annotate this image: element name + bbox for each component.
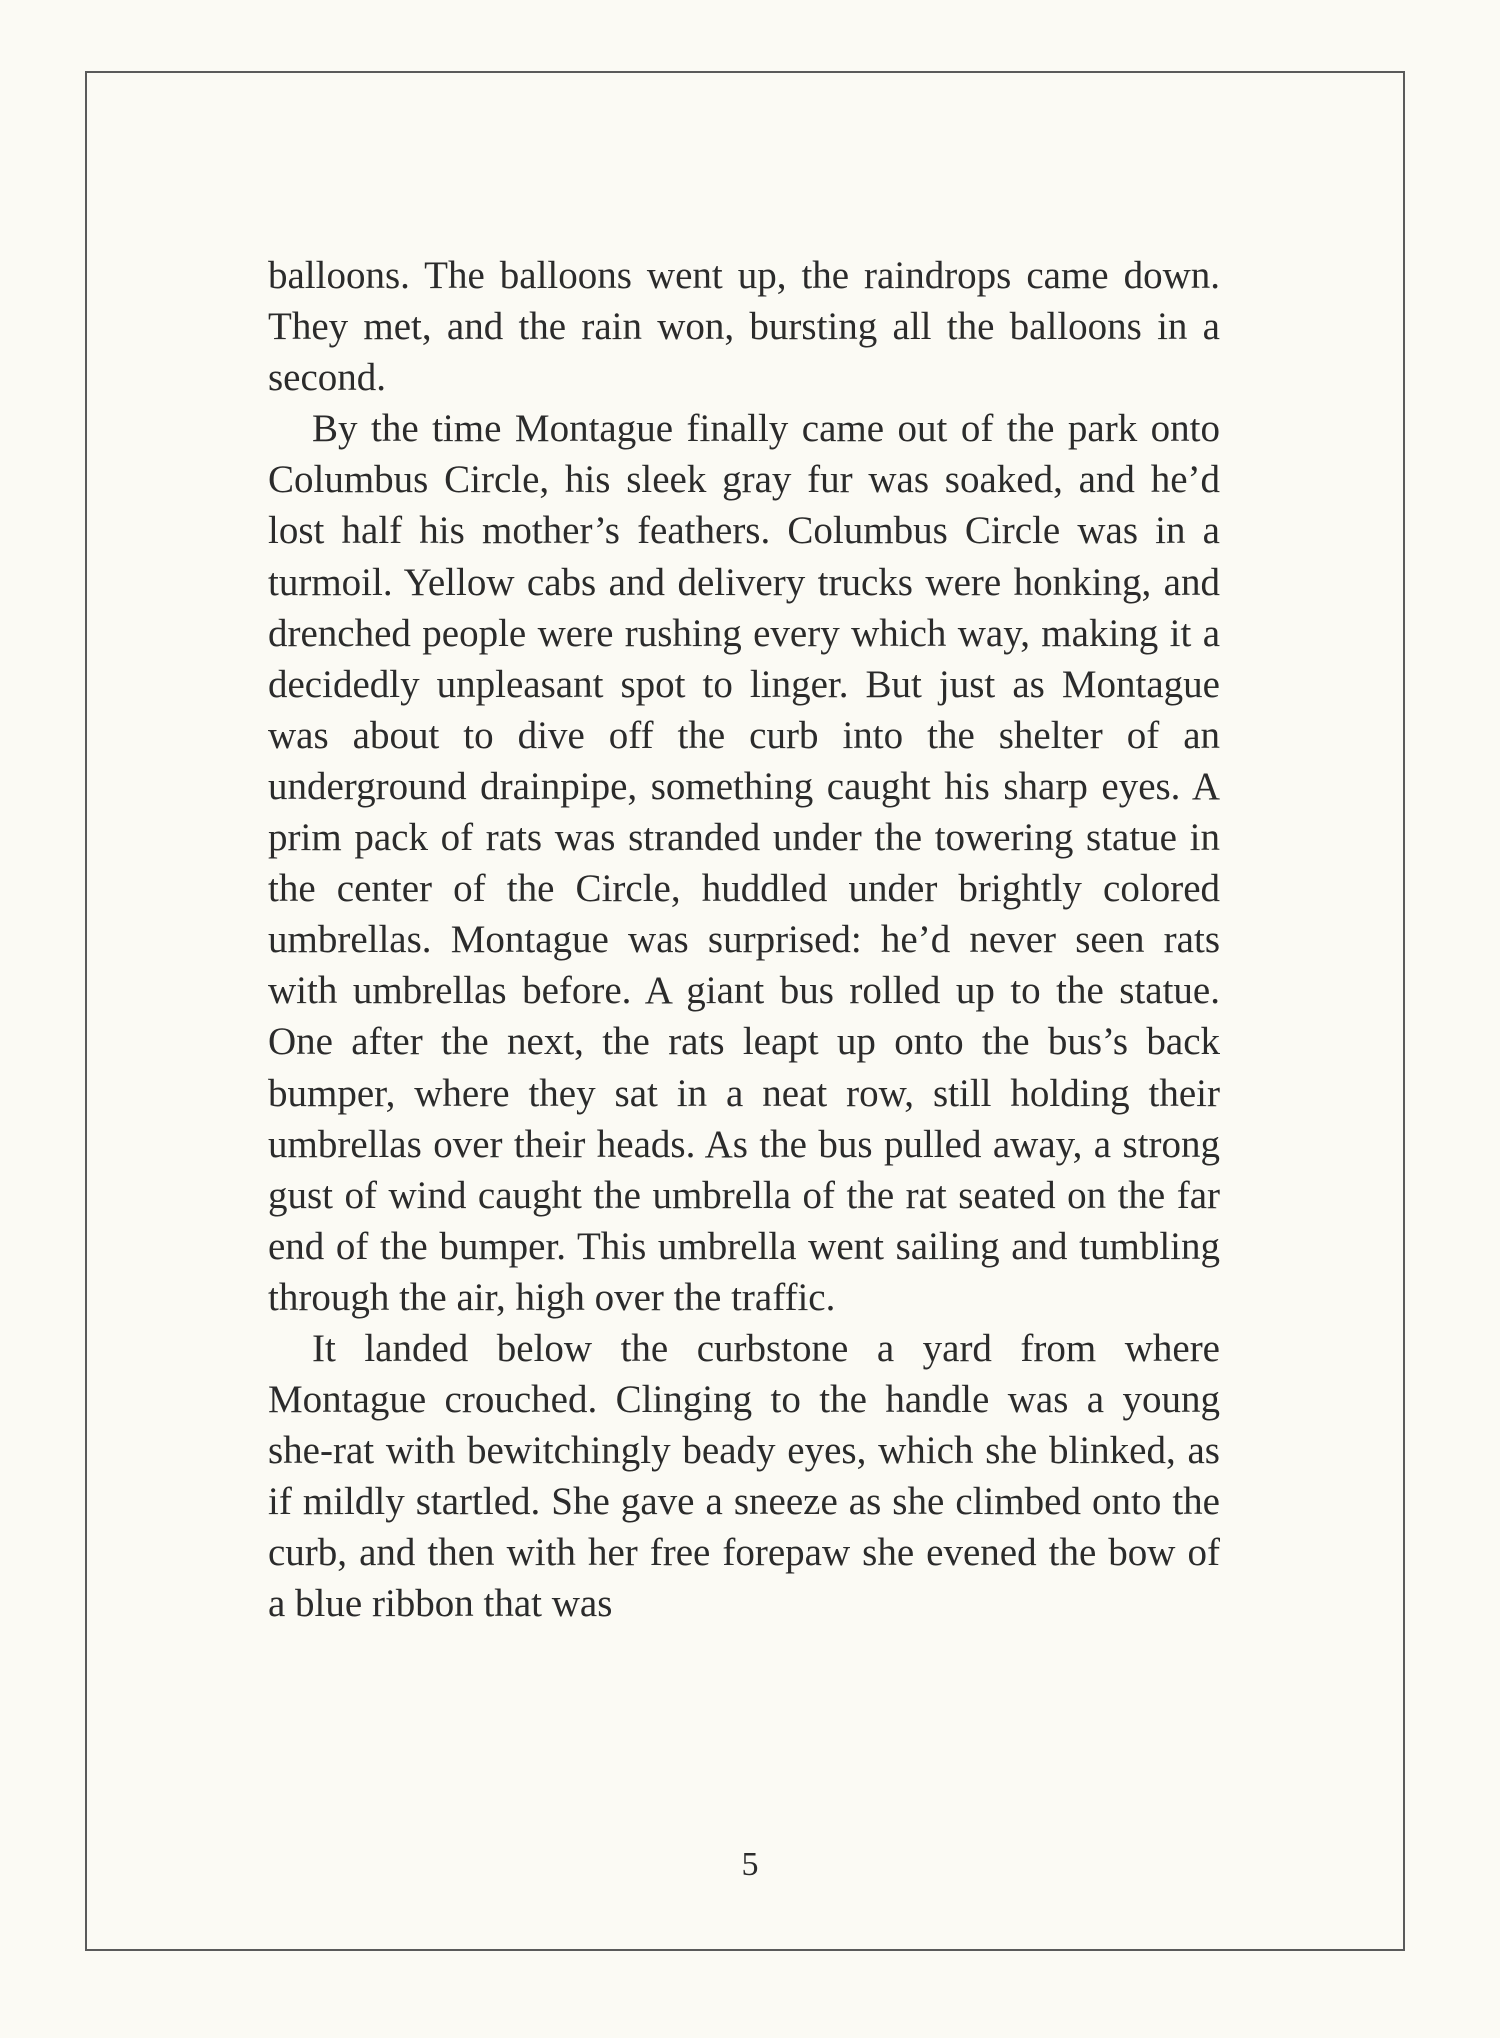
paragraph-3: It landed below the curbstone a yard from where Montague crouched. Clinging to the handle was a young she-rat with bewitchingly beady eyes, which she blinked, as if mildly startled. She gave a sneeze as she climbed onto the curb, and then with her free forepaw she evened the bow of a blue ribbon that was: [268, 1326, 1220, 1626]
body-text: [268, 250, 1220, 1630]
paragraph-1: balloons. The balloons went up, the raindrops came down. They met, and the rain won, bursting all the balloons in a second.: [268, 254, 1220, 400]
page-number: 5: [741, 1846, 759, 1883]
paragraph-2: By the time Montague finally came out of the park onto Columbus Circle, his sleek gray fur was soaked, and he’d lost half his mother’s feathers. Columbus Circle was in a turmoil. Yellow cabs and delivery trucks were honking, and drenched people were rushing every which way, making it a decidedly unpleasant spot to linger. But just as Montague was about to dive off the curb into the shelter of an underground drainpipe, something caught his sharp eyes. A prim pack of rats was stranded under the towering statue in the center of the Circle, huddled under brightly colored umbrellas. Montague was surprised: he’d never seen rats with umbrellas before. A giant bus rolled up to the statue. One after the next, the rats leapt up onto the bus’s back bumper, where they sat in a neat row, still holding their umbrellas over their heads. As the bus pulled away, a strong gust of wind caught the umbrella of the rat seated on the far end of the bumper. This umbrella went sailing and tumbling through the air, high over the traffic.: [268, 407, 1220, 1319]
